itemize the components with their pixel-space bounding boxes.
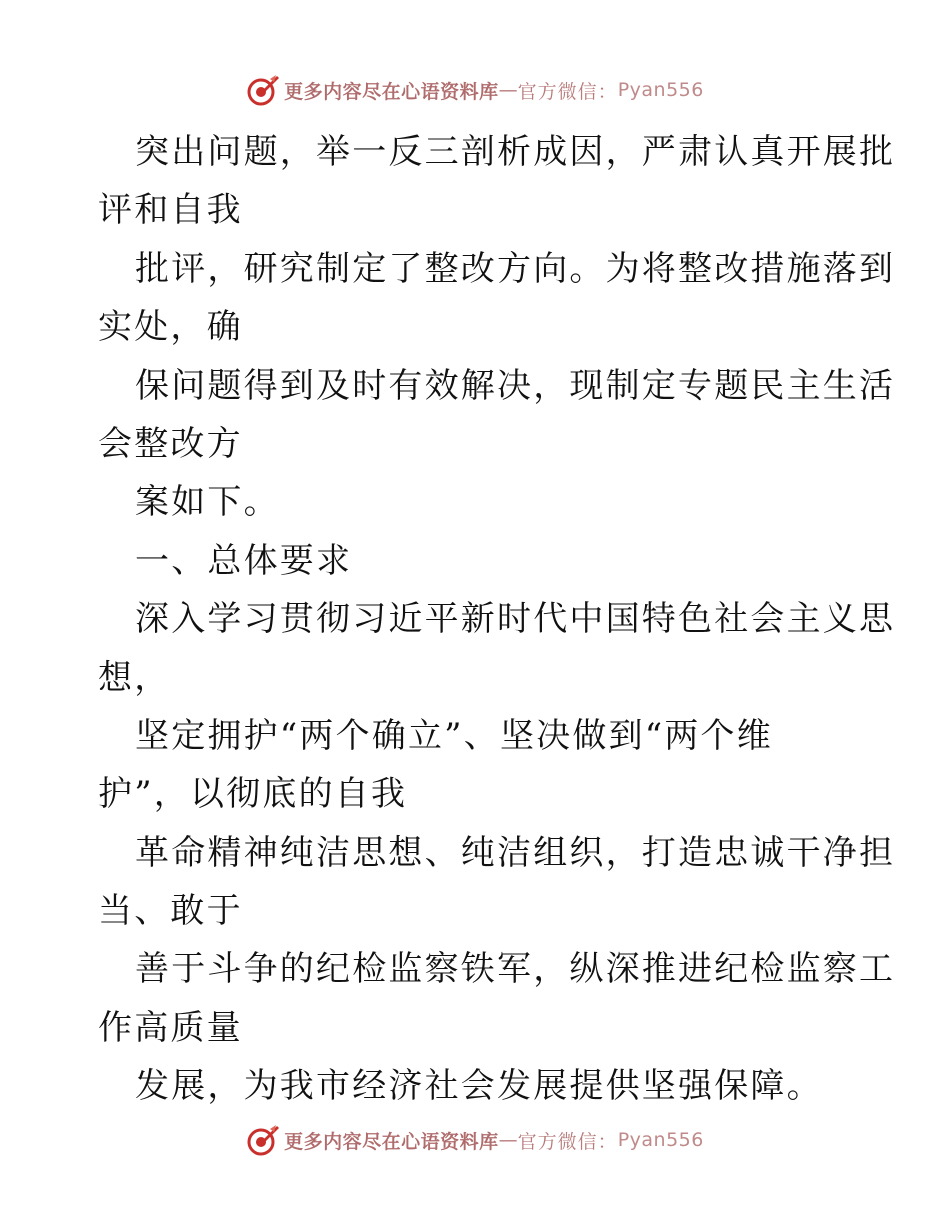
footer-banner <box>0 1122 950 1158</box>
header-brand-text: 更多内容尽在心语资料库 <box>284 80 499 103</box>
body-line: 批评，研究制定了整改方向。为将整改措施落到 <box>135 248 896 289</box>
body-line: 评和自我 <box>98 190 243 231</box>
body-line: 案如下。 <box>135 482 280 523</box>
body-line: 突出问题，举一反三剖析成因，严肃认真开展批 <box>135 132 896 172</box>
body-line: 实处，确 <box>98 307 243 348</box>
header-wechat-label: 官方微信： <box>517 80 618 103</box>
body-line: 当、敢于 <box>98 891 243 932</box>
body-line: 善于斗争的纪检监察铁军，纵深推进纪检监察工 <box>135 949 896 990</box>
footer-wechat-id: Pyan556 <box>617 1129 704 1151</box>
footer-dash: — <box>498 1129 518 1151</box>
header-dash: — <box>498 79 518 101</box>
body-line: 护”，以彻底的自我 <box>98 774 408 815</box>
body-line: 会整改方 <box>98 423 243 464</box>
body-line: 保问题得到及时有效解决，现制定专题民主生活 <box>135 365 896 406</box>
footer-brand-text: 更多内容尽在心语资料库 <box>284 1130 499 1153</box>
body-line: 坚定拥护“两个确立”、坚决做到“两个维 <box>135 715 773 756</box>
header-banner <box>0 72 950 108</box>
body-line: 作高质量 <box>98 1007 243 1048</box>
body-line: 深入学习贯彻习近平新时代中国特色社会主义思 <box>135 599 896 640</box>
section-heading: 一、总体要求 <box>135 540 353 581</box>
header-wechat-id: Pyan556 <box>617 79 704 101</box>
body-line: 发展，为我市经济社会发展提供坚强保障。 <box>135 1066 823 1107</box>
body-line: 革命精神纯洁思想、纯洁组织，打造忠诚干净担 <box>135 832 896 873</box>
document-body <box>98 123 896 1116</box>
body-line: 想， <box>98 657 171 698</box>
quill-logo-icon <box>246 73 280 107</box>
footer-wechat-label: 官方微信： <box>517 1130 618 1153</box>
quill-logo-icon <box>246 1123 280 1157</box>
